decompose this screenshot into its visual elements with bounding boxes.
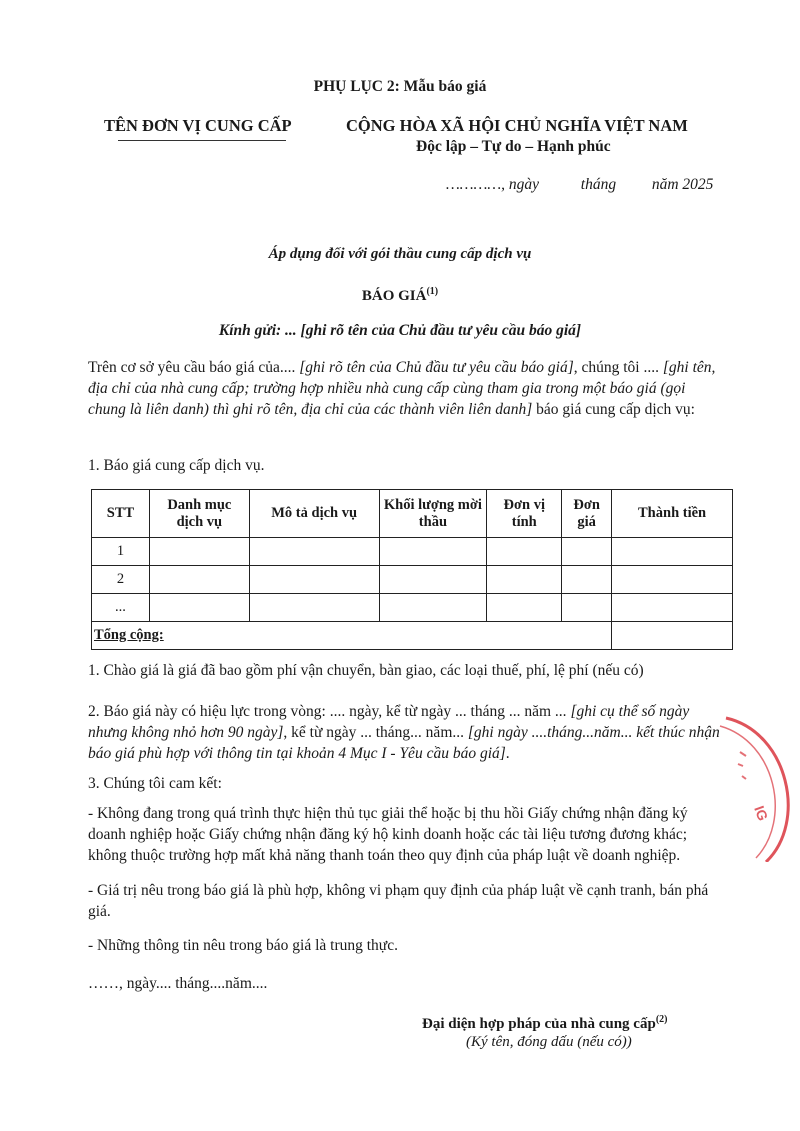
representative-text: Đại diện hợp pháp của nhà cung cấp — [422, 1016, 656, 1032]
note-2-placeholder: [ghi ngày ....tháng...năm... kết thúc nhận báo giá phù hợp với thông tin tại khoản 4 Mục I - Yêu cầu báo giá] — [88, 724, 720, 762]
section-1-heading: 1. Báo giá cung cấp dịch vụ. — [88, 457, 265, 474]
table-cell — [249, 594, 379, 622]
applies-to: Áp dụng đối với gói thầu cung cấp dịch vụ — [268, 246, 532, 262]
intro-placeholder: [ghi rõ tên của Chủ đầu tư yêu cầu báo giá] — [299, 359, 574, 376]
note-2 — [88, 701, 720, 764]
col-header: Đơn vị tính — [487, 490, 562, 538]
note-1: 1. Chào giá là giá đã bao gồm phí vận chuyển, bàn giao, các loại thuế, phí, lệ phí (nếu có) — [88, 662, 644, 679]
date-year: năm 2025 — [651, 176, 714, 193]
table-row — [92, 538, 733, 566]
table-cell — [562, 566, 612, 594]
row-number: ... — [92, 594, 150, 622]
total-value-cell — [612, 622, 733, 650]
col-header: Khối lượng mời thầu — [379, 490, 487, 538]
table-cell — [379, 594, 487, 622]
note-2-text: . — [505, 745, 510, 762]
table-row — [92, 594, 733, 622]
intro-text: báo giá cung cấp dịch vụ: — [532, 401, 695, 418]
table-cell — [487, 566, 562, 594]
col-header: Thành tiền — [612, 490, 733, 538]
intro-text: , chúng tôi .... — [573, 359, 663, 376]
table-cell — [612, 594, 733, 622]
title-text: BÁO GIÁ — [361, 288, 427, 304]
col-header: Mô tả dịch vụ — [249, 490, 379, 538]
row-number: 2 — [92, 566, 150, 594]
representative-title — [422, 1014, 667, 1033]
table-cell — [612, 566, 733, 594]
table-cell — [149, 538, 249, 566]
date-month: tháng — [580, 176, 617, 193]
table-row — [92, 566, 733, 594]
red-stamp-partial — [718, 712, 800, 862]
note-2-text: 2. Báo giá này có hiệu lực trong vòng: .... ngày, kể từ ngày ... tháng ... năm ... — [88, 703, 571, 720]
total-label: Tổng cộng: — [92, 622, 612, 650]
intro-paragraph — [88, 357, 720, 420]
divider — [118, 140, 286, 141]
col-header: Đơn giá — [562, 490, 612, 538]
total-row — [92, 622, 733, 650]
table-cell — [249, 566, 379, 594]
national-title: CỘNG HÒA XÃ HỘI CHỦ NGHĨA VIỆT NAM — [346, 116, 688, 135]
signature-instruction: (Ký tên, đóng dấu (nếu có)) — [466, 1034, 632, 1050]
table-cell — [249, 538, 379, 566]
table-cell — [379, 538, 487, 566]
svg-text:IG: IG — [751, 803, 772, 823]
table-cell — [562, 538, 612, 566]
table-cell — [487, 538, 562, 566]
intro-placeholder: [ghi tên, địa chỉ của nhà cung cấp; trường hợp nhiều nhà cung cấp cùng tham gia trong một báo giá (gọi chung là liên danh) thì ghi rõ tên, địa chỉ của các thành viên liên danh] — [88, 359, 716, 418]
commitment-1: - Không đang trong quá trình thực hiện thủ tục giải thể hoặc bị thu hồi Giấy chứng nhận đăng ký doanh nghiệp hoặc Giấy chứng nhận đăng ký hộ kinh doanh hoặc các tài liệu tương đương khác; không thuộc trường hợp mất khả năng thanh toán theo quy định của pháp luật về doanh nghiệp. — [88, 805, 688, 864]
recipient-line — [0, 322, 800, 340]
appendix-title: PHỤ LỤC 2: Mẫu báo giá — [313, 78, 487, 95]
date-place: …………, ngày — [446, 176, 540, 193]
representative-footnote-mark: (2) — [655, 1014, 668, 1025]
note-2-placeholder: [ghi cụ thể số ngày nhưng không nhỏ hơn 90 ngày] — [88, 703, 690, 741]
table-cell — [379, 566, 487, 594]
table-cell — [149, 566, 249, 594]
signing-date: ……, ngày.... tháng....năm.... — [88, 975, 268, 992]
quote-table — [91, 489, 733, 650]
col-header: STT — [92, 490, 150, 538]
national-motto: Độc lập – Tự do – Hạnh phúc — [416, 138, 611, 155]
date-line — [446, 176, 713, 194]
recipient-value: ... [ghi rõ tên của Chủ đầu tư yêu cầu báo giá] — [285, 322, 582, 339]
recipient-label: Kính gửi: — [218, 322, 282, 339]
row-number: 1 — [92, 538, 150, 566]
commitment-2: - Giá trị nêu trong báo giá là phù hợp, không vi phạm quy định của pháp luật về cạnh tranh, bán phá giá. — [88, 882, 709, 920]
table-cell — [562, 594, 612, 622]
note-2-text: , kể từ ngày ... tháng... năm... — [283, 724, 468, 741]
table-cell — [149, 594, 249, 622]
table-header-row — [92, 490, 733, 538]
table-cell — [612, 538, 733, 566]
commitment-3: - Những thông tin nêu trong báo giá là trung thực. — [88, 937, 398, 954]
section-3-heading: 3. Chúng tôi cam kết: — [88, 775, 222, 792]
col-header: Danh mục dịch vụ — [149, 490, 249, 538]
supplier-unit-name: TÊN ĐƠN VỊ CUNG CẤP — [104, 116, 292, 135]
document-title — [0, 286, 800, 305]
title-footnote-mark: (1) — [426, 286, 439, 297]
table-cell — [487, 594, 562, 622]
intro-text: Trên cơ sở yêu cầu báo giá của.... — [88, 359, 300, 376]
